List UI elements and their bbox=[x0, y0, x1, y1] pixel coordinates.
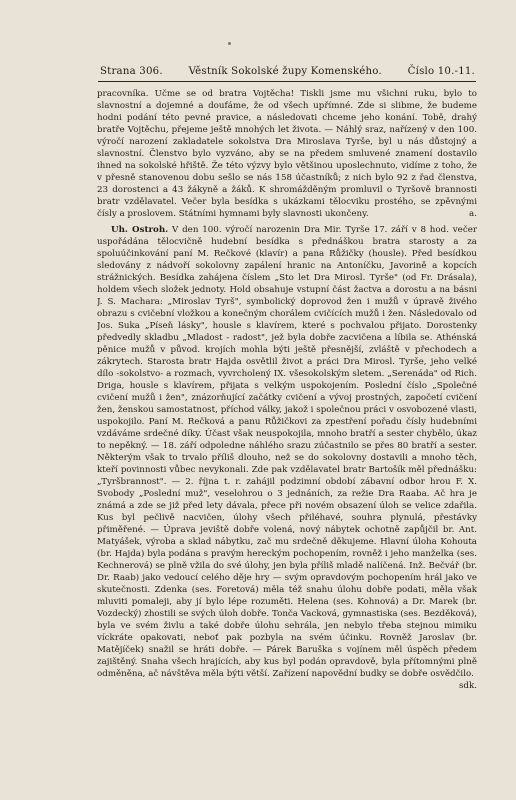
page-header bbox=[100, 66, 475, 77]
page-number: Strana 306. bbox=[100, 66, 163, 77]
paragraph-2-place: Uh. Ostroh. bbox=[111, 225, 169, 235]
paragraph-1 bbox=[97, 88, 477, 220]
paragraph-1-text: pracovníka. Učme se od bratra Vojtěcha! Tiskli jsme mu všichni ruku, bylo to slavnostní a dojemné a doufáme, že od všech upřímné. Zde si slibme, že budeme hodni podání této pevné pravice, a následovati chceme jeho konání. Tobě, drahý bratře Vojtěchu, přejeme ještě mnohých let života. — Náhlý sraz, nařízený v den 100. výročí narození zakladatele sokolstva Dra Miroslava Tyrše, byl u nás důstojný a slavnostní. Členstvo bylo vyzváno, aby se na předem smluvené znamení dostavilo ihned na sokolské hřiště. Že této výzvy bylo většinou uposlechnuto, vidíme z toho, že v přesně stanovenou dobu sešlo se nás 158 účastníků; z nich bylo 92 z řad členstva, 23 dorostenci a 43 žákyně a žáků. K shromážděným promluvil o Tyršově brannosti bratr vzdělavatel. Večer byla besídka s ukázkami tělocviku prostého, se zpěvnými čísly a proslovem. Státními hymnami byly slavnosti ukončeny. bbox=[97, 89, 477, 219]
paragraph-2-signature: sdk. bbox=[458, 681, 477, 691]
ornament-dot bbox=[228, 42, 231, 45]
journal-title: Věstník Sokolské župy Komenského. bbox=[188, 66, 382, 77]
paragraph-2-text: V den 100. výročí narozenin Dra Mir. Tyrše 17. září v 8 hod. večer uspořádána tělocvičně hudební besídka s přednáškou bratra starosty a za spoluúčinkování paní M. Rečkové (klavír) a pana Růžičky (housle). Před besídkou sledovány z nádvoří sokolovny zapálení hranic na Antoníčku, Javorině a kopcích strážnických. Besídka zahájena číslem „Sto let Dra Mirosl. Tyrše" (od Fr. Drásala), holdem všech složek jednoty. Hold obsahuje vstupní část žactva a dorostu a na básni J. S. Machara: „Miroslav Tyrš", symbolický doprovod žen i mužů v úpravě živého obrazu s cvičební vložkou a konečným chorálem cvičících mužů i žen. Následovalo od Jos. Suka „Píseň lásky", housle s klavírem, které s pochvalou přijato. Dorostenky předvedly skladbu „Mladost - radost", jež byla dobře zacvičena a líbila se. Athénská pěnice mužů v původ. krojích mohla býti ještě přesnější, zvláště v přechodech a zákrytech. Starosta bratr Hajda osvětlil život a práci Dra Mirosl. Tyrše, jeho velké dílo -sokolstvo- a rozmach, vyvrcholený IX. všesokolským sletem. „Serenáda" od Rich. Driga, housle s klavírem, přijata s velkým uspokojením. Poslední číslo „Společné cvičení mužů i žen", znázorňující začátky cvičení a vývoj prostných, započetí cvičení žen, ženskou samostatnost, příchod války, jakož i společnou práci v osvobozené vlasti, uspokojilo. Paní M. Rečková a panu Růžičkovi za zpestření pořadu čísly hudebními vzdáváme srdečné díky. Účast však neuspokojila, mnoho bratří a sester chybělo, úkaz to nepěkný. — 18. září odpoledne náhlého srazu zúčastnilo se přes 80 bratří a sester. Některým však to trvalo příliš dlouho, než se do sokolovny dostavili a mnoho těch, kteří povinnosti vůbec nevykonali. Zde pak vzdělavatel bratr Bartošík měl přednášku: „Tyršbrannost". — 2. října t. r. zahájil podzimní období zábavní odbor hrou F. X. Svobody „Poslední muž", veselohrou o 3 jednáních, za režie Dra Raaba. Ač hra je známá a zde se již před lety dávala, přece při novém obsazení úloh se velice zdařila. Kus byl pečlivě nacvičen, úlohy všech přiléhavé, souhra plynulá, přestávky přiměřené. — Úprava jeviště dobře volená, nový nábytek ochotně zapůjčil br. Ant. Matyášek, výroba a sklad nábytku, zač mu srdečně děkujeme. Hlavní úloha Kohouta (br. Hajda) byla podána s pravým hereckým pochopením, rovněž i jeho manželka (ses. Kechnerová) se plně vžila do své úlohy, jen byla příliš mladě nalíčená. Inž. Bečvář (br. Dr. Raab) jako vedoucí celého děje hry — svým opravdovým pochopením hrál jako ve skutečnosti. Zdenka (ses. Foretová) měla též snahu úlohu dobře podati, měla však mluviti pomaleji, aby jí bylo lépe rozuměti. Helena (ses. Kohnová) a Dr. Marek (br. Vozdecký) zhostili se svých úloh dobře. Tonča Vacková, gymnastiska (ses. Bezděková), byla ve svém živlu a také dobře úlohu sehrála, jen nebylo třeba stejnou mimiku víckráte opakovati, neboť pak pozbyla na svém účinku. Rovněž Jaroslav (br. Matějíček) snažil se hráti dobře. — Párek Baruška s vojínem měl úspěch předem zajištěný. Snaha všech hrajících, aby kus byl podán opravdově, byla přítomnými plně odměněna, ač návštěva měla býti větší. Zařízení napovědní budky se dobře osvědčilo. bbox=[97, 225, 477, 679]
header-rule bbox=[98, 81, 476, 82]
paragraph-2 bbox=[97, 224, 477, 691]
article-body bbox=[97, 88, 477, 778]
paragraph-1-signature: a. bbox=[469, 209, 477, 219]
issue-number: Číslo 10.-11. bbox=[407, 66, 475, 77]
